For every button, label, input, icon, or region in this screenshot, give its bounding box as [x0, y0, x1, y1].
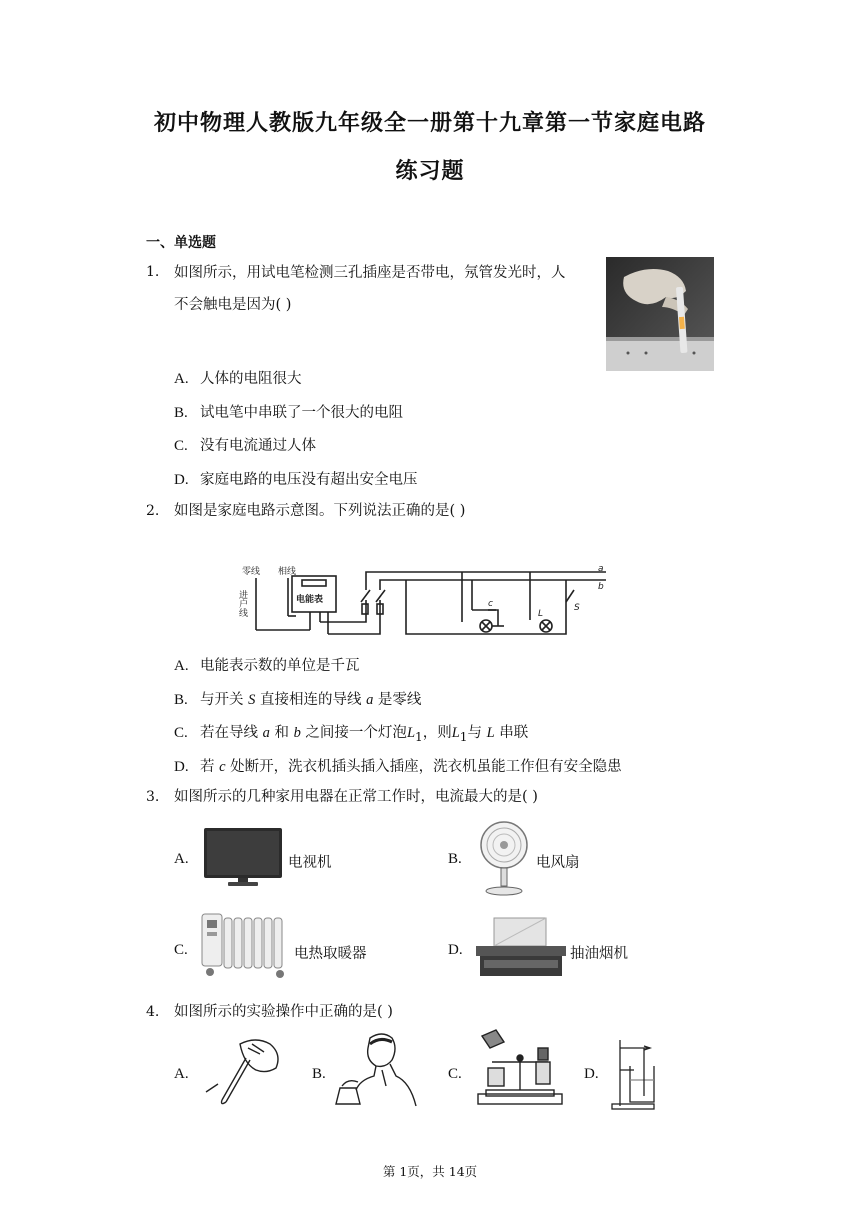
q3-stem: 如图所示的几种家用电器在正常工作时，电流最大的是( ) — [174, 789, 538, 805]
q4-stem: 如图所示的实验操作中正确的是( ) — [174, 1004, 393, 1020]
q1-option-b[interactable]: B. 试电笔中串联了一个很大的电阻 — [174, 405, 403, 421]
q4-option-a[interactable]: A. — [174, 1066, 189, 1082]
q3-option-a[interactable]: A. — [174, 851, 189, 867]
q4-number: 4. — [146, 1004, 160, 1020]
q4-option-c[interactable]: C. — [448, 1066, 462, 1082]
q3-option-c[interactable]: C. — [174, 942, 188, 958]
q2-stem: 如图是家庭电路示意图。下列说法正确的是( ) — [174, 503, 466, 519]
page-title-line1: 初中物理人教版九年级全一册第十九章第一节家庭电路 — [153, 110, 706, 136]
q3-option-b[interactable]: B. — [448, 851, 462, 867]
q1-number: 1. — [146, 264, 160, 280]
q1-photo-test-pen — [606, 257, 714, 371]
q2-option-d[interactable]: D. 若 c 处断开，洗衣机插头插入插座，洗衣机虽能工作但有安全隐患 — [174, 759, 622, 775]
entry-wire-label: 进户线 — [237, 590, 247, 617]
q3-caption-b: 电风扇 — [536, 855, 580, 871]
oil-heater-icon — [198, 910, 290, 980]
range-hood-icon — [474, 916, 568, 980]
q2-circuit-diagram — [236, 564, 616, 644]
q1-stem-line2: 不会触电是因为( ) — [174, 297, 292, 313]
entry-wire-label-group — [237, 589, 248, 618]
test-tube-hand-icon — [200, 1034, 290, 1106]
q2-option-c[interactable]: C. 若在导线 a 和 b 之间接一个灯泡$L_1$，则$L_1$与 L 串联 — [174, 725, 529, 744]
page-footer: 第 1页，共 14页 — [382, 1164, 478, 1179]
tv-icon — [202, 826, 284, 888]
iron-stand-beaker-icon — [606, 1036, 662, 1112]
test-pen-photo-icon — [606, 257, 714, 371]
ground-point-c-label: c — [488, 599, 493, 609]
lamp-L-label: L — [538, 609, 544, 619]
wire-b-label: b — [598, 582, 604, 592]
q2-option-a[interactable]: A. 电能表示数的单位是千瓦 — [174, 658, 360, 674]
q4-option-b[interactable]: B. — [312, 1066, 326, 1082]
live-wire-label: 相线 — [278, 567, 297, 577]
q1-stem — [174, 257, 566, 321]
q1-option-a[interactable]: A. 人体的电阻很大 — [174, 371, 302, 387]
q3-caption-a: 电视机 — [288, 855, 332, 871]
meter-label: 电能表 — [296, 595, 324, 605]
q4-option-d[interactable]: D. — [584, 1066, 599, 1082]
q2-option-b[interactable]: B. 与开关 S 直接相连的导线 a 是零线 — [174, 692, 422, 708]
q3-number: 3. — [146, 789, 160, 805]
q2-number: 2. — [146, 503, 160, 519]
q1-option-d[interactable]: D. 家庭电路的电压没有超出安全电压 — [174, 472, 418, 488]
q1-option-c[interactable]: C. 没有电流通过人体 — [174, 438, 316, 454]
fan-icon — [476, 819, 532, 897]
q1-stem-line1: 如图所示，用试电笔检测三孔插座是否带电，氖管发光时，人 — [174, 265, 566, 281]
neutral-wire-label: 零线 — [242, 567, 261, 577]
balance-scale-icon — [474, 1028, 566, 1108]
wire-a-label: a — [598, 564, 604, 574]
section-heading: 一、单选题 — [146, 235, 216, 251]
q3-caption-d: 抽油烟机 — [570, 946, 628, 962]
switch-S-label: S — [574, 603, 580, 613]
smelling-gas-person-icon — [330, 1030, 422, 1110]
q3-caption-c: 电热取暖器 — [294, 946, 367, 962]
page-title-line2: 练习题 — [395, 158, 465, 184]
household-circuit-diagram — [236, 564, 616, 644]
q3-option-d[interactable]: D. — [448, 942, 463, 958]
